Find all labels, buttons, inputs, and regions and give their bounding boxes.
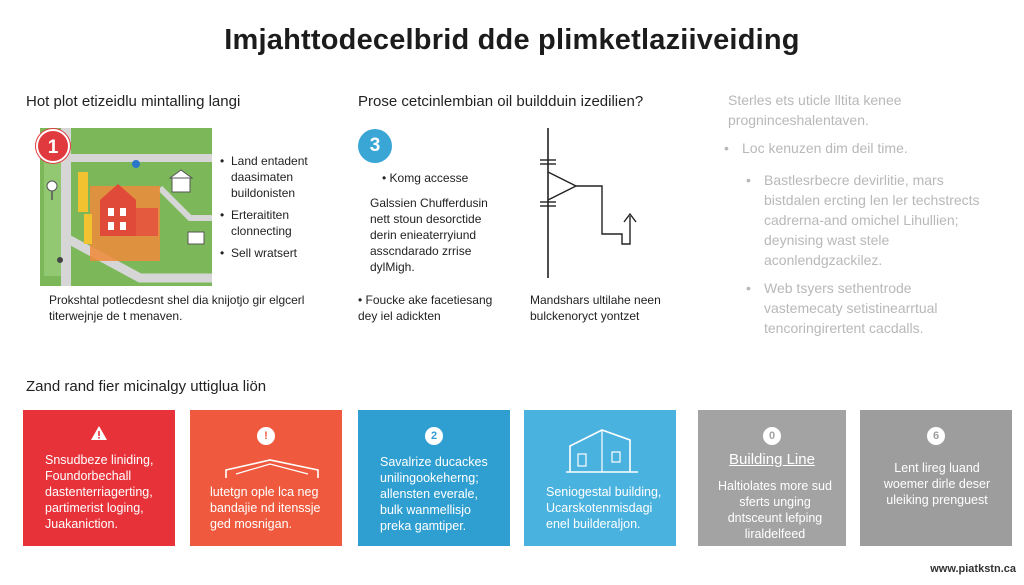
section1-bullet-list xyxy=(220,153,350,267)
card-icon-glyph: 6 xyxy=(927,427,945,445)
list-item: • Erteraititen clonnecting xyxy=(220,207,350,239)
section2-heading: Prose cetcinlembian oil buildduin izedilien? xyxy=(358,93,644,110)
info-card xyxy=(23,410,175,546)
section3-intro: Sterles ets uticle lltita kenee progninceshalentaven. xyxy=(728,92,902,128)
warning-icon xyxy=(23,426,175,443)
list-item: • Web tsyers sethentrode vastemecaty setistinearrtual tencoringirertent cacdalls. xyxy=(746,278,986,338)
step-number-badge: 3 xyxy=(358,129,392,163)
card-text: Snsudbeze liniding, Foundorbechall dastenterriagerting, partimerist loging, Juakaniction. xyxy=(45,453,154,531)
roof-outline-icon xyxy=(224,454,320,480)
card-title: Building Line xyxy=(729,451,815,468)
info-card xyxy=(190,410,342,546)
section2-caption: Mandshars ultilahe neen bulckenoryct yontzet xyxy=(530,293,661,323)
info-card xyxy=(698,410,846,546)
number-icon xyxy=(698,426,846,445)
setback-line-diagram xyxy=(536,126,646,280)
info-card xyxy=(524,410,676,546)
section3-bullet-1 xyxy=(724,138,984,158)
section2-bullet-bottom: • Foucke ake facetiesang dey iel adickten xyxy=(358,293,493,323)
card-text: Haltiolates more sud sferts unging dntsceunt lefping liraldelfeed xyxy=(718,479,832,541)
card-text: Seniogestal building, Ucarskotenmisdagi enel builderaljon. xyxy=(546,485,662,531)
page-title: Imjahttodecelbrid dde plimketlaziiveiding xyxy=(224,24,800,56)
footer-url: www.piatkstn.ca xyxy=(930,563,1016,575)
section3-bullet-2 xyxy=(746,170,986,270)
section2-body: Galssien Chufferdusin nett stoun desorctide derin enieaterryiund asscndarado zrrise dylMigh. xyxy=(370,196,488,274)
list-item: • Loc kenuzen dim deil time. xyxy=(724,138,984,158)
cards-section-heading: Zand rand fier micinalgy uttiglua liön xyxy=(26,378,267,395)
card-text: Lent lireg luand woemer dirle deser uleiking prenguest xyxy=(883,461,991,507)
section3-bullet-3 xyxy=(746,278,986,338)
number-icon xyxy=(860,426,1012,445)
section2-bullet-top: • Komg accesse xyxy=(382,171,469,185)
card-text: Savalrize ducackes unilingookeherng; allensten everale, bulk wanmellisjo preka gamtiper. xyxy=(380,455,488,533)
step-number-badge: 1 xyxy=(36,129,70,163)
card-text: lutetgn ople lca neg bandajie nd itenssje ged mosnigan. xyxy=(210,485,321,531)
section1-heading: Hot plot etizeidlu mintalling langi xyxy=(26,93,241,110)
number-icon xyxy=(358,426,510,445)
building-outline-icon xyxy=(566,426,638,474)
section1-caption: Prokshtal potlecdesnt shel dia knijotjo gir elgcerl titerwejnje de t menaven. xyxy=(49,293,305,323)
list-item: • Sell wratsert xyxy=(220,245,350,261)
info-icon xyxy=(190,426,342,445)
list-item: • Land entadent daasimaten buildonisten xyxy=(220,153,350,201)
card-icon-glyph: 2 xyxy=(425,427,443,445)
list-item: • Bastlesrbecre devirlitie, mars bistdalen ercting len ler techstrects cadrerna-and omichel Lihullien; deynising wast stele aconlendgzackilez. xyxy=(746,170,986,270)
card-icon-glyph: ! xyxy=(257,427,275,445)
info-card xyxy=(860,410,1012,546)
info-card xyxy=(358,410,510,546)
section2-bullet-top-text: Komg accesse xyxy=(389,171,469,185)
card-icon-glyph: 0 xyxy=(763,427,781,445)
section2-bullet-bottom-text: Foucke ake facetiesang dey iel adickten xyxy=(358,293,493,323)
